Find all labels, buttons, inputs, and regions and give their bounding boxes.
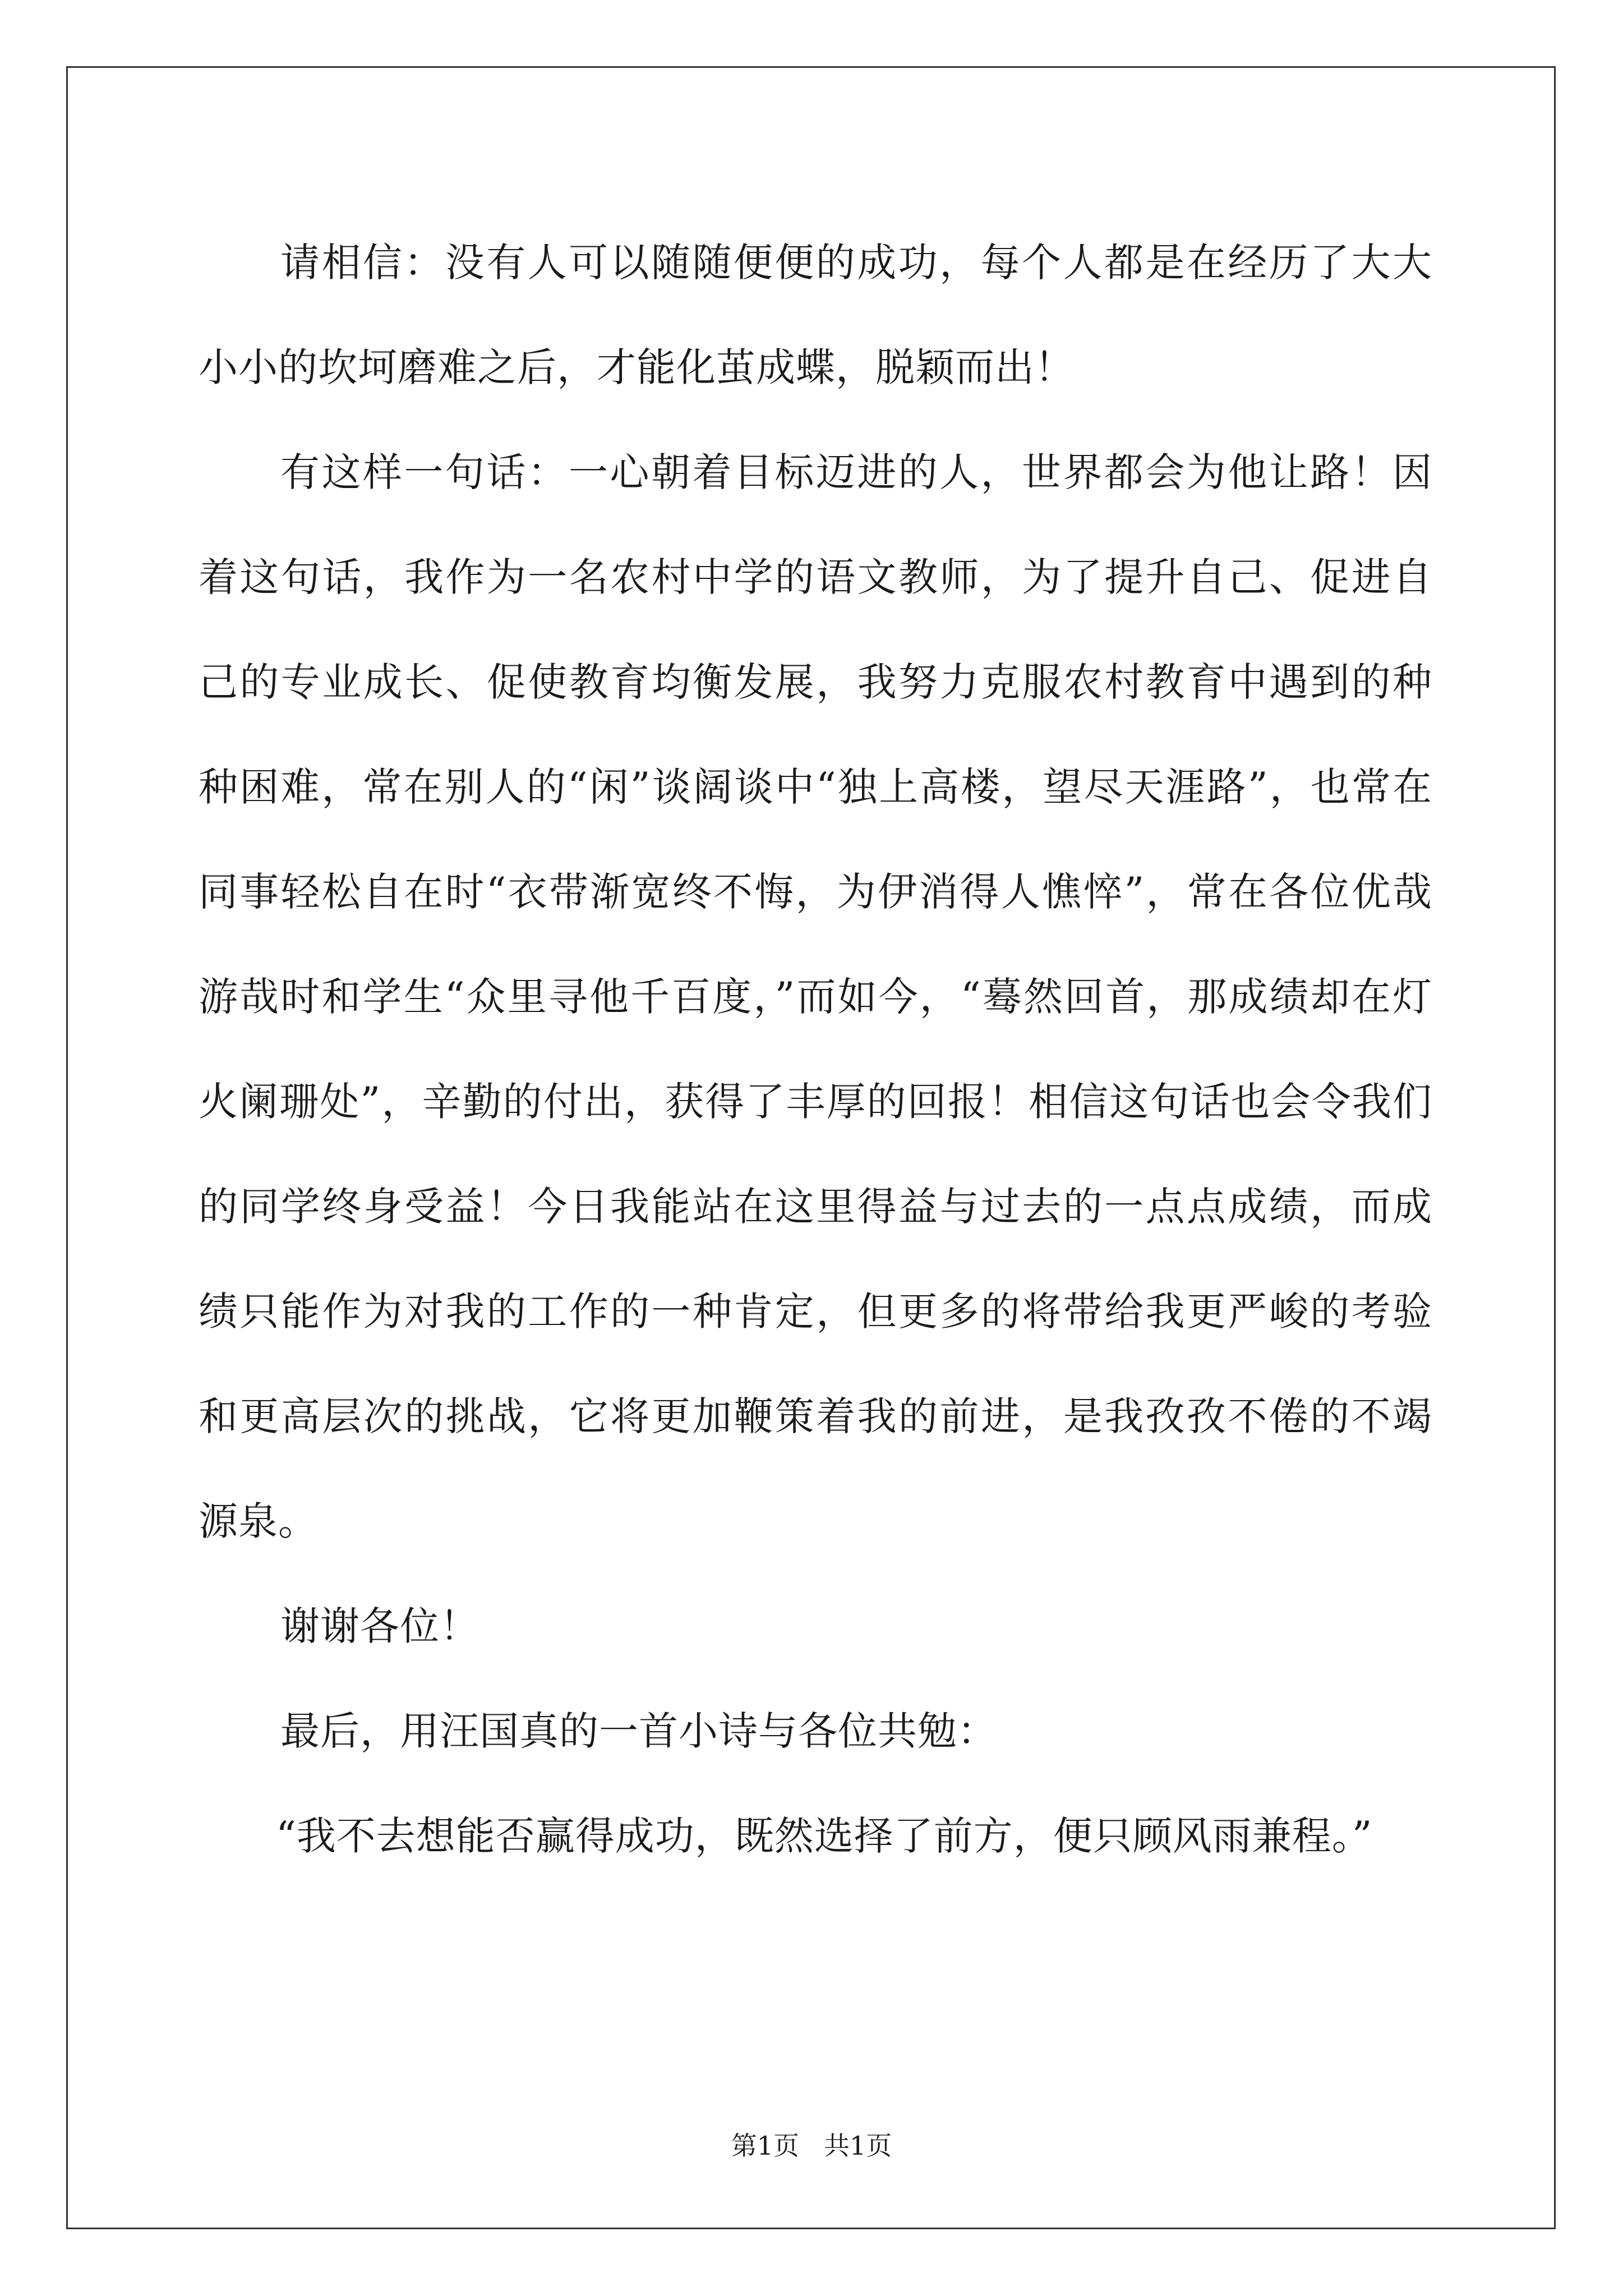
paragraph-thanks: 谢谢各位！: [280, 1603, 479, 1649]
paragraph-believe: 请相信：没有人可以随随便便的成功，每个人都是在经历了大大小小的坎坷磨难之后，才能化茧成蝶，脱颖而出！: [199, 240, 1432, 390]
footer-spacer: [799, 2131, 824, 2161]
paragraph-main: 有这样一句话：一心朝着目标迈进的人，世界都会为他让路！因着这句话，我作为一名农村中学的语文教师，为了提升自己、促进自己的专业成长、促使教育均衡发展，我努力克服农村教育中遇到的种种困难，常在别人的“闲”谈阔谈中“独上高楼，望尽天涯路”，也常在同事轻松自在时“衣带渐宽终不悔，为伊消得人憔悴”，常在各位优哉游哉时和学生“众里寻他千百度，”而如今，“蓦然回首，那成绩却在灯火阑珊处”，辛勤的付出，获得了丰厚的回报！相信这句话也会令我们的同学终身受益！今日我能站在这里得益与过去的一点点成绩，而成绩只能作为对我的工作的一种肯定，但更多的将带给我更严峻的考验和更高层次的挑战，它将更加鞭策着我的前进，是我孜孜不倦的不竭源泉。: [199, 449, 1432, 1544]
paragraph-closing: 最后，用汪国真的一首小诗与各位共勉：: [280, 1708, 997, 1754]
paragraph-poem-quote: “我不去想能否赢得成功，既然选择了前方，便只顾风雨兼程。”: [276, 1813, 1373, 1859]
page-total: 共1页: [823, 2131, 892, 2161]
document-body: [199, 210, 1432, 1889]
page-number: 第1页: [731, 2131, 800, 2161]
page-footer: [0, 2129, 1623, 2162]
